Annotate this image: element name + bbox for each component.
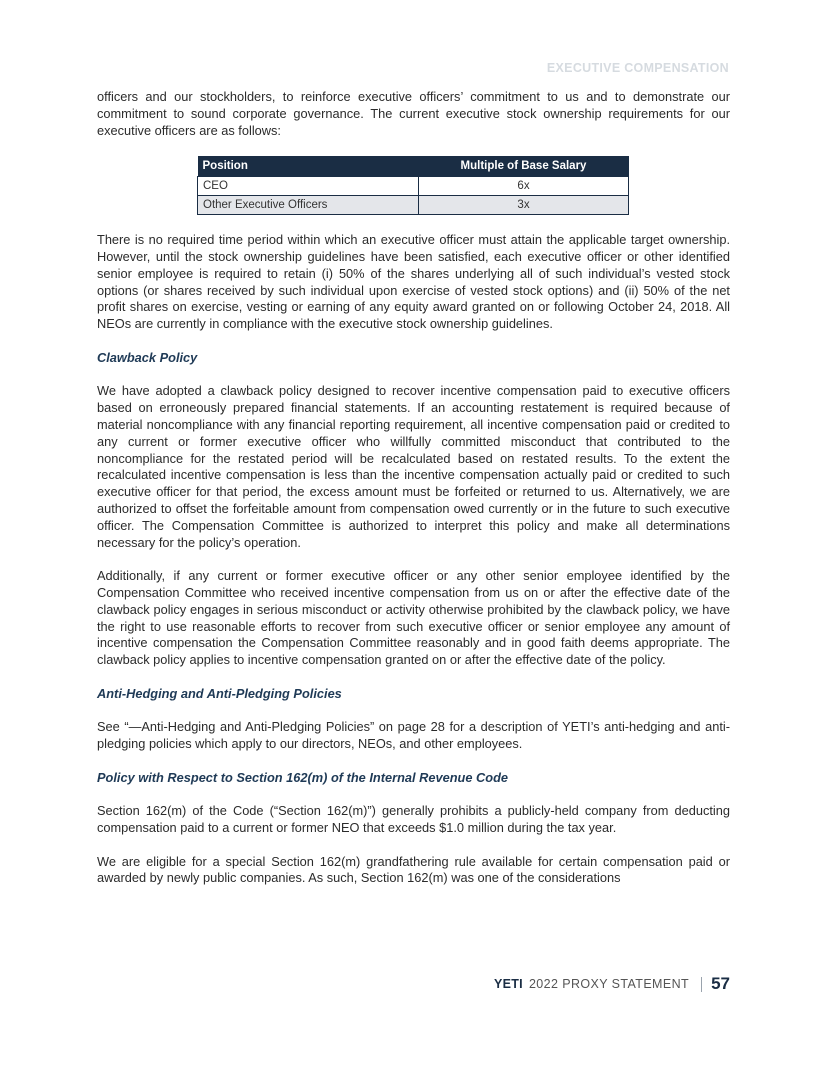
column-header-position: Position xyxy=(198,156,419,177)
clawback-paragraph-1: We have adopted a clawback policy designed to recover incentive compensation paid to executive officers based on erroneously prepared financial statements. If an accounting restatement is required because of material noncompliance with any financial reporting requirement, all incentive compensation paid or credited to any current or former executive officer who willfully committed misconduct that contributed to the noncompliance for the restated period will be recalculated based on restated results. To the extent the recalculated incentive compensation is less than the incentive compensation actually paid or credited to such executive officer for that period, the excess amount must be forfeited or returned to us. Alternatively, we are authorized to offset the forfeitable amount from compensation owed currently or in the future to such executive officer. The Compensation Committee is authorized to interpret this policy and make all determinations necessary for the policy’s operation. xyxy=(97,383,730,550)
intro-paragraph: officers and our stockholders, to reinforce executive officers’ commitment to us and to demonstrate our commitment to sound corporate governance. The current executive stock ownership requirements for our executive officers are as follows: xyxy=(97,89,730,138)
section-162m-heading: Policy with Respect to Section 162(m) of the Internal Revenue Code xyxy=(97,769,509,785)
page-footer xyxy=(494,974,730,994)
ownership-paragraph: There is no required time period within which an executive officer must attain the applicable target ownership. However, until the stock ownership guidelines have been satisfied, each executive officer or other identified senior employee is required to retain (i) 50% of the shares underlying all of such individual’s vested stock options (or shares received by such individual upon exercise of vested stock options) and (ii) 50% of the net profit shares on exercise, vesting or earning of any equity award granted on or following October 24, 2018. All NEOs are currently in compliance with the executive stock ownership guidelines. xyxy=(97,232,730,332)
section-header: EXECUTIVE COMPENSATION xyxy=(546,61,729,75)
table-cell-position: Other Executive Officers xyxy=(198,196,419,215)
footer-document-title: 2022 PROXY STATEMENT xyxy=(528,977,690,991)
anti-hedging-heading: Anti-Hedging and Anti-Pledging Policies xyxy=(97,685,342,701)
column-header-multiple: Multiple of Base Salary xyxy=(419,156,629,177)
table-cell-position: CEO xyxy=(198,177,419,196)
table-row xyxy=(198,196,629,215)
page-number: 57 xyxy=(711,974,730,993)
footer-divider xyxy=(701,977,702,992)
section-162m-paragraph-2: We are eligible for a special Section 162(m) grandfathering rule available for certain compensation paid or awarded by newly public companies. As such, Section 162(m) was one of the considerations xyxy=(97,853,730,886)
table-row xyxy=(198,177,629,196)
table-cell-multiple: 6x xyxy=(419,177,629,196)
footer-brand: YETI xyxy=(493,977,523,991)
table-cell-multiple: 3x xyxy=(419,196,629,215)
ownership-table xyxy=(197,156,629,215)
clawback-heading: Clawback Policy xyxy=(97,349,198,365)
section-162m-paragraph-1: Section 162(m) of the Code (“Section 162(m)”) generally prohibits a publicly-held company from deducting compensation paid to a current or former NEO that exceeds $1.0 million during the tax year. xyxy=(97,803,730,836)
clawback-paragraph-2: Additionally, if any current or former executive officer or any other senior employee identified by the Compensation Committee who received incentive compensation from us on or after the effective date of the clawback policy engages in serious misconduct or activity otherwise prohibited by the clawback policy, we have the right to use reasonable efforts to recover from such executive officer or senior employee any amount of incentive compensation the Compensation Committee reasonably and in good faith deems appropriate. The clawback policy applies to incentive compensation granted on or after the effective date of the policy. xyxy=(97,568,730,668)
page-body xyxy=(97,89,730,887)
table-header-row xyxy=(198,156,629,177)
anti-hedging-paragraph: See “—Anti-Hedging and Anti-Pledging Policies” on page 28 for a description of YETI’s anti-hedging and anti-pledging policies which apply to our directors, NEOs, and other employees. xyxy=(97,719,730,752)
